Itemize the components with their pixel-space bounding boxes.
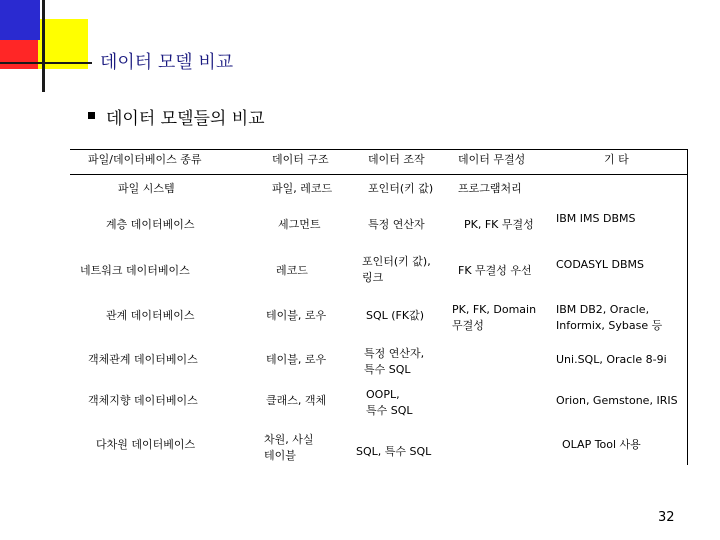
table-cell: PK, FK, Domain 무결성 xyxy=(452,303,537,332)
table-cell: Orion, Gemstone, IRIS xyxy=(556,394,678,407)
logo-blue-square xyxy=(0,0,40,40)
table-header-border xyxy=(70,174,688,175)
table-cell: FK 무결성 우선 xyxy=(458,264,532,277)
table-cell: 차원, 사실 테이블 xyxy=(264,433,314,462)
table-cell: 파일 시스템 xyxy=(118,182,175,195)
table-right-border xyxy=(687,149,688,465)
table-cell: 포인터(키 값), 링크 xyxy=(362,255,431,284)
table-cell: 클래스, 객체 xyxy=(266,394,327,407)
table-header-manipulation: 데이터 조작 xyxy=(368,153,425,166)
table-header-etc: 기 타 xyxy=(604,153,629,166)
table-cell: 다차원 데이터베이스 xyxy=(96,438,196,451)
table-cell: PK, FK 무결성 xyxy=(464,218,534,231)
table-cell: 테이블, 로우 xyxy=(266,353,327,366)
table-cell: Uni.SQL, Oracle 8-9i xyxy=(556,353,667,366)
bullet-icon xyxy=(88,112,95,119)
table-cell: 포인터(키 값) xyxy=(368,182,434,195)
bullet-text: 데이터 모델들의 비교 xyxy=(106,109,265,129)
table-cell: 계층 데이터베이스 xyxy=(106,218,195,231)
table-cell: IBM DB2, Oracle, Informix, Sybase 등 xyxy=(556,303,663,332)
logo-horizontal-line xyxy=(0,62,92,64)
table-cell: IBM IMS DBMS xyxy=(556,212,636,225)
table-cell: OOPL, 특수 SQL xyxy=(366,388,413,417)
table-cell: 네트워크 데이터베이스 xyxy=(80,264,190,277)
logo-vertical-line xyxy=(42,0,45,92)
table-cell: SQL, 특수 SQL xyxy=(356,445,432,458)
table-cell: 프로그램처리 xyxy=(458,182,522,195)
table-cell: SQL (FK값) xyxy=(366,309,425,322)
table-cell: 객체지향 데이터베이스 xyxy=(88,394,198,407)
table-cell: 테이블, 로우 xyxy=(266,309,327,322)
table-cell: 세그먼트 xyxy=(278,218,321,231)
page-number: 32 xyxy=(658,510,675,525)
table-cell: OLAP Tool 사용 xyxy=(562,438,641,451)
table-cell: 레코드 xyxy=(276,264,308,277)
table-cell: 특정 연산자, 특수 SQL xyxy=(364,347,425,376)
table-header-structure: 데이터 구조 xyxy=(272,153,329,166)
table-cell: CODASYL DBMS xyxy=(556,258,644,271)
slide-title: 데이터 모델 비교 xyxy=(100,52,234,73)
table-header-type: 파일/데이터베이스 종류 xyxy=(88,153,202,166)
table-cell: 특정 연산자 xyxy=(368,218,425,231)
table-cell: 관계 데이터베이스 xyxy=(106,309,195,322)
table-header-integrity: 데이터 무결성 xyxy=(458,153,526,166)
table-cell: 파일, 레코드 xyxy=(272,182,333,195)
table-cell: 객체관계 데이터베이스 xyxy=(88,353,198,366)
table-top-border xyxy=(70,149,688,150)
